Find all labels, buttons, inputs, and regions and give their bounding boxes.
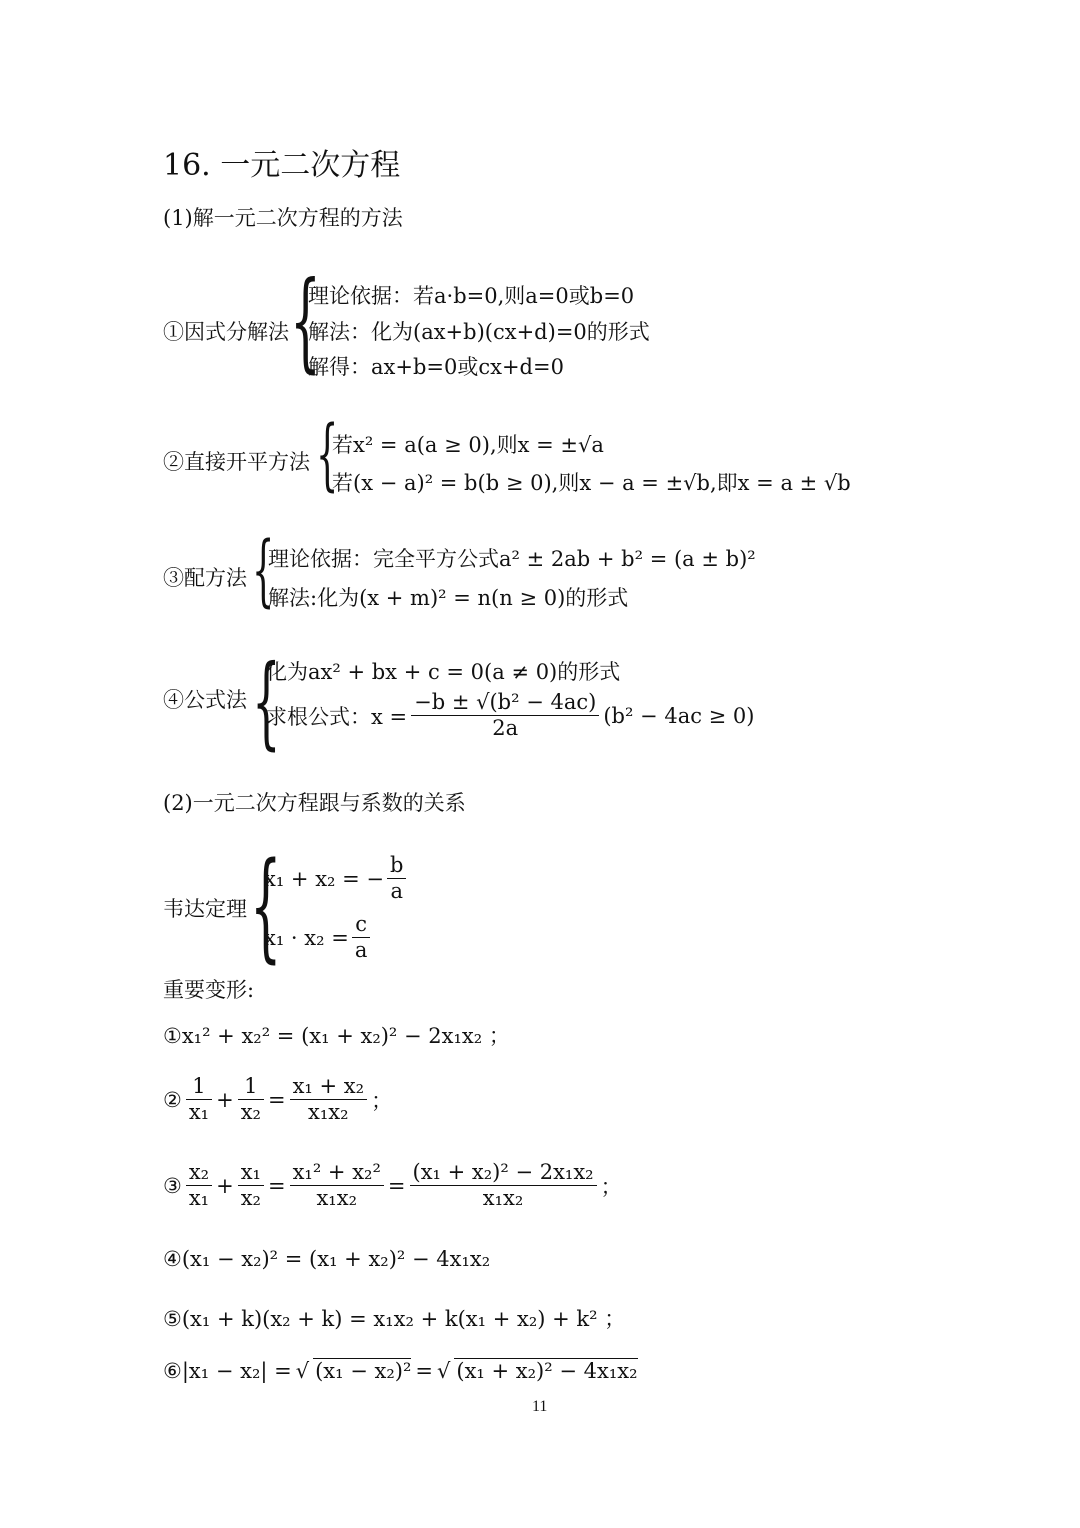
transform-6-equals: = bbox=[415, 1358, 433, 1383]
transform-2-frac3-den: x₁x₂ bbox=[308, 1100, 349, 1125]
transform-3-frac1-den: x₁ bbox=[188, 1186, 210, 1211]
transform-3-frac4-den: x₁x₂ bbox=[482, 1186, 524, 1211]
vieta-sum-denominator: a bbox=[390, 879, 403, 904]
method1-brace: { bbox=[290, 259, 321, 384]
transform-3-prefix: ③ bbox=[163, 1173, 182, 1198]
vieta-product-denominator: a bbox=[354, 938, 368, 963]
quadratic-formula-fraction bbox=[411, 690, 599, 741]
method2-brace: { bbox=[316, 410, 339, 500]
transform-2-suffix: ； bbox=[371, 1088, 393, 1113]
method3-line1: 理论依据：完全平方公式a² ± 2ab + b² = (a ± b)² bbox=[268, 547, 756, 571]
transform-6-prefix: ⑥|x₁ − x₂| = bbox=[163, 1358, 292, 1383]
sqrt-icon: √ bbox=[295, 1358, 310, 1383]
transform-6-radicand2: (x₁ + x₂)² − 4x₁x₂ bbox=[456, 1359, 638, 1383]
vieta-sum-numerator: b bbox=[387, 853, 406, 879]
section-methods-heading: (1)解一元二次方程的方法 bbox=[163, 206, 403, 230]
transform-2-prefix: ② bbox=[163, 1087, 182, 1112]
quadratic-formula-numerator: −b ± √(b² − 4ac) bbox=[411, 690, 599, 716]
equals-sign: = bbox=[267, 1173, 286, 1198]
quadratic-formula-denominator: 2a bbox=[492, 716, 519, 741]
transform-3-frac3-num: x₁² + x₂² bbox=[290, 1160, 384, 1186]
method3-label: ③配方法 bbox=[163, 566, 247, 590]
method4-label: ④公式法 bbox=[163, 688, 247, 712]
transform-3-frac3 bbox=[290, 1160, 384, 1211]
method1-line3: 解得：ax+b=0或cx+d=0 bbox=[308, 355, 564, 379]
method1-line1: 理论依据：若a·b=0,则a=0或b=0 bbox=[308, 284, 635, 308]
transform-3-frac4 bbox=[410, 1160, 597, 1211]
method4-line2-suffix: (b² − 4ac ≥ 0) bbox=[603, 703, 755, 728]
transform-3-suffix: ； bbox=[600, 1174, 622, 1199]
transform-2-frac3 bbox=[290, 1074, 367, 1125]
transform-2-frac2-num: 1 bbox=[238, 1074, 264, 1100]
transform-2 bbox=[163, 1074, 392, 1125]
vieta-label: 韦达定理 bbox=[163, 897, 247, 921]
transform-2-frac2 bbox=[238, 1074, 264, 1125]
transform-4: ④(x₁ − x₂)² = (x₁ + x₂)² − 4x₁x₂ bbox=[163, 1247, 491, 1271]
method3-line2: 解法:化为(x + m)² = n(n ≥ 0)的形式 bbox=[268, 586, 629, 610]
method4-brace: { bbox=[252, 643, 281, 760]
vieta-product-numerator: c bbox=[352, 912, 371, 938]
transform-6 bbox=[163, 1358, 638, 1383]
method4-line2-prefix: 求根公式：x = bbox=[266, 704, 408, 729]
transform-3-frac2-den: x₂ bbox=[240, 1186, 261, 1211]
equals-sign: = bbox=[387, 1173, 406, 1198]
method2-line2: 若(x − a)² = b(b ≥ 0),则x − a = ±√b,即x = a ± √b bbox=[332, 471, 851, 495]
transform-3-frac1-num: x₂ bbox=[186, 1160, 212, 1186]
transform-5: ⑤(x₁ + k)(x₂ + k) = x₁x₂ + k(x₁ + x₂) + k² ； bbox=[163, 1307, 626, 1331]
transforms-heading: 重要变形: bbox=[163, 978, 255, 1002]
transform-3-frac3-den: x₁x₂ bbox=[316, 1186, 357, 1211]
section-vieta-heading: (2)一元二次方程跟与系数的关系 bbox=[163, 791, 466, 815]
plus-sign: + bbox=[216, 1087, 234, 1112]
vieta-product-fraction bbox=[352, 912, 371, 963]
transform-6-radicand1: (x₁ − x₂)² bbox=[315, 1359, 412, 1383]
vieta-brace: { bbox=[250, 836, 282, 974]
page-title: 16. 一元二次方程 bbox=[163, 148, 401, 183]
method3-brace: { bbox=[252, 526, 275, 616]
transform-2-frac3-num: x₁ + x₂ bbox=[290, 1074, 367, 1100]
vieta-sum bbox=[264, 853, 406, 904]
transform-2-frac1-num: 1 bbox=[186, 1074, 212, 1100]
method2-line1: 若x² = a(a ≥ 0),则x = ±√a bbox=[332, 433, 604, 457]
method1-label: ①因式分解法 bbox=[163, 320, 289, 344]
method2-label: ②直接开平方法 bbox=[163, 450, 310, 474]
transform-3-frac2-num: x₁ bbox=[238, 1160, 264, 1186]
transform-2-frac1 bbox=[186, 1074, 212, 1125]
method4-line2 bbox=[266, 690, 754, 741]
method4-line1: 化为ax² + bx + c = 0(a ≠ 0)的形式 bbox=[266, 660, 621, 684]
vieta-product-lhs: x₁ · x₂ = bbox=[264, 925, 349, 950]
transform-2-frac1-den: x₁ bbox=[188, 1100, 210, 1125]
vieta-sum-lhs: x₁ + x₂ = − bbox=[264, 866, 385, 891]
vieta-sum-fraction bbox=[387, 853, 406, 904]
method1-line2: 解法：化为(ax+b)(cx+d)=0的形式 bbox=[308, 320, 650, 344]
transform-3-frac4-num: (x₁ + x₂)² − 2x₁x₂ bbox=[410, 1160, 597, 1186]
transform-1: ①x₁² + x₂² = (x₁ + x₂)² − 2x₁x₂ ； bbox=[163, 1024, 510, 1048]
vieta-product bbox=[264, 912, 370, 963]
transform-2-frac2-den: x₂ bbox=[240, 1100, 261, 1125]
transform-3 bbox=[163, 1160, 622, 1211]
plus-sign: + bbox=[216, 1173, 234, 1198]
page-number: 11 bbox=[532, 1398, 548, 1415]
transform-3-frac1 bbox=[186, 1160, 212, 1211]
equals-sign: = bbox=[267, 1087, 286, 1112]
transform-3-frac2 bbox=[238, 1160, 264, 1211]
sqrt-icon: √ bbox=[437, 1358, 451, 1383]
